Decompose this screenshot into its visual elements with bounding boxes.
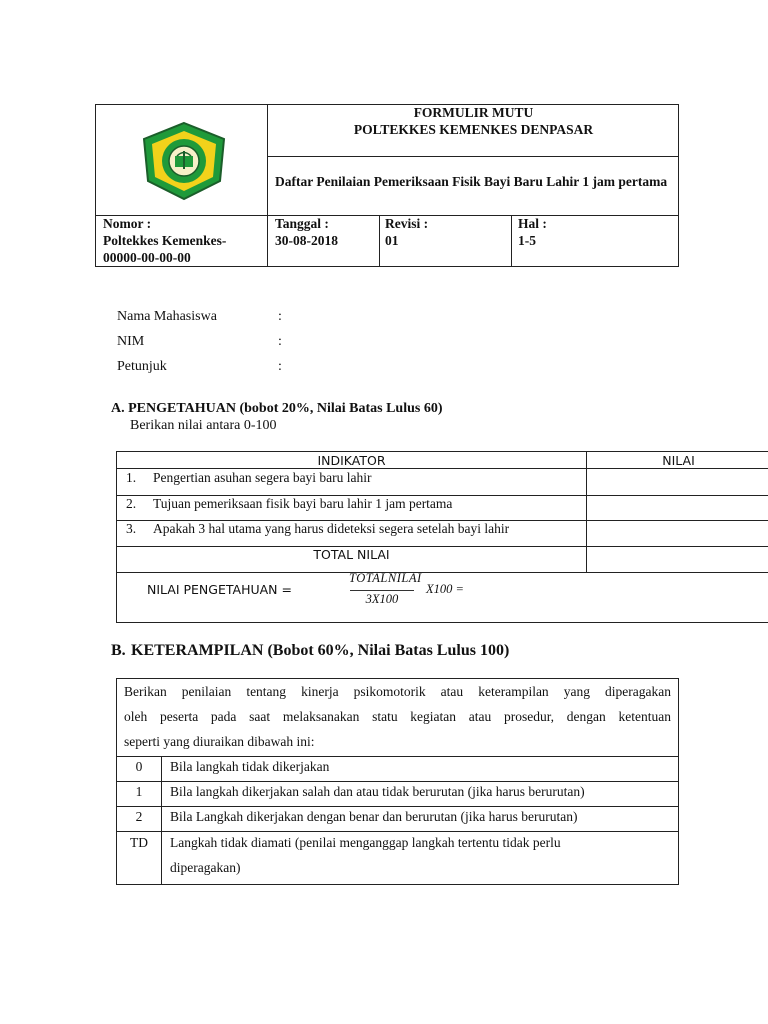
petunjuk-colon: :: [278, 359, 282, 374]
score-code-0: 0: [135, 759, 143, 774]
score-desc-2: Bila Langkah dikerjakan dengan benar dan berurutan (jika harus berurutan): [170, 809, 578, 824]
nomor-value-line2: 00000-00-00-00: [103, 250, 191, 265]
section-a-instruction: Berikan nilai antara 0-100: [130, 418, 277, 433]
score-code-1: 1: [135, 784, 143, 799]
nim-label: NIM: [117, 334, 145, 349]
indicator-3-number: 3.: [126, 521, 137, 536]
skill-intro-line3: seperti yang diuraikan dibawah ini:: [124, 734, 315, 749]
col-nilai-header: NILAI: [662, 453, 695, 468]
student-name-colon: :: [278, 309, 282, 324]
nomor-value-line1: Poltekkes Kemenkes-: [103, 233, 227, 248]
indicator-2-text: Tujuan pemeriksaan fisik bayi baru lahir 1 jam pertama: [153, 496, 453, 511]
nomor-label: Nomor :: [103, 216, 152, 231]
section-b-heading: KETERAMPILAN (Bobot 60%, Nilai Batas Lulus 100): [131, 642, 510, 659]
indicator-2-number: 2.: [126, 496, 137, 511]
score-desc-td: Langkah tidak diamati (penilai menganggap langkah tertentu tidak perlu: [170, 835, 561, 850]
indicator-1-number: 1.: [126, 470, 137, 485]
formula-numerator: TOTALNILAI: [349, 571, 422, 585]
skill-intro-line2: oleh peserta pada saat melaksanakan statu kegiatan atau prosedur, dengan ketentuan: [124, 709, 671, 724]
institution-logo: [140, 121, 228, 201]
student-name-label: Nama Mahasiswa: [117, 309, 217, 324]
formula-tail: X100 =: [426, 582, 464, 596]
form-title: FORMULIR MUTU: [413, 105, 534, 120]
institution-name: POLTEKKES KEMENKES DENPASAR: [353, 122, 594, 137]
tanggal-label: Tanggal :: [275, 216, 329, 231]
score-desc-1: Bila langkah dikerjakan salah dan atau tidak berurutan (jika harus berurutan): [170, 784, 585, 799]
score-code-td: TD: [130, 835, 148, 850]
score-desc-td-cont: diperagakan): [170, 860, 241, 875]
total-nilai-label: TOTAL NILAI: [313, 547, 390, 562]
section-b-letter: B.: [111, 642, 126, 659]
revisi-label: Revisi :: [385, 216, 429, 231]
tanggal-value: 30-08-2018: [275, 233, 338, 248]
knowledge-table: [116, 451, 768, 623]
revisi-value: 01: [385, 233, 399, 248]
formula-denominator: 3X100: [365, 592, 399, 606]
col-indikator-header: INDIKATOR: [317, 453, 386, 468]
indicator-1-text: Pengertian asuhan segera bayi baru lahir: [153, 470, 372, 485]
score-desc-0: Bila langkah tidak dikerjakan: [170, 759, 330, 774]
nim-colon: :: [278, 334, 282, 349]
hal-value: 1-5: [518, 233, 536, 248]
form-header-table: [95, 104, 679, 267]
formula-label: NILAI PENGETAHUAN =: [147, 582, 292, 597]
section-a-heading: A. PENGETAHUAN (bobot 20%, Nilai Batas Lulus 60): [111, 401, 443, 416]
formula-fraction-bar: [350, 590, 414, 591]
petunjuk-label: Petunjuk: [117, 359, 167, 374]
score-code-2: 2: [135, 809, 143, 824]
document-title: Daftar Penilaian Pemeriksaan Fisik Bayi Baru Lahir 1 jam pertama: [275, 174, 668, 189]
skill-criteria-table: [116, 678, 679, 885]
indicator-3-text: Apakah 3 hal utama yang harus dideteksi segera setelah bayi lahir: [153, 521, 510, 536]
skill-intro-line1: Berikan penilaian tentang kinerja psikomotorik atau keterampilan yang diperagakan: [124, 684, 671, 699]
hal-label: Hal :: [518, 216, 547, 231]
